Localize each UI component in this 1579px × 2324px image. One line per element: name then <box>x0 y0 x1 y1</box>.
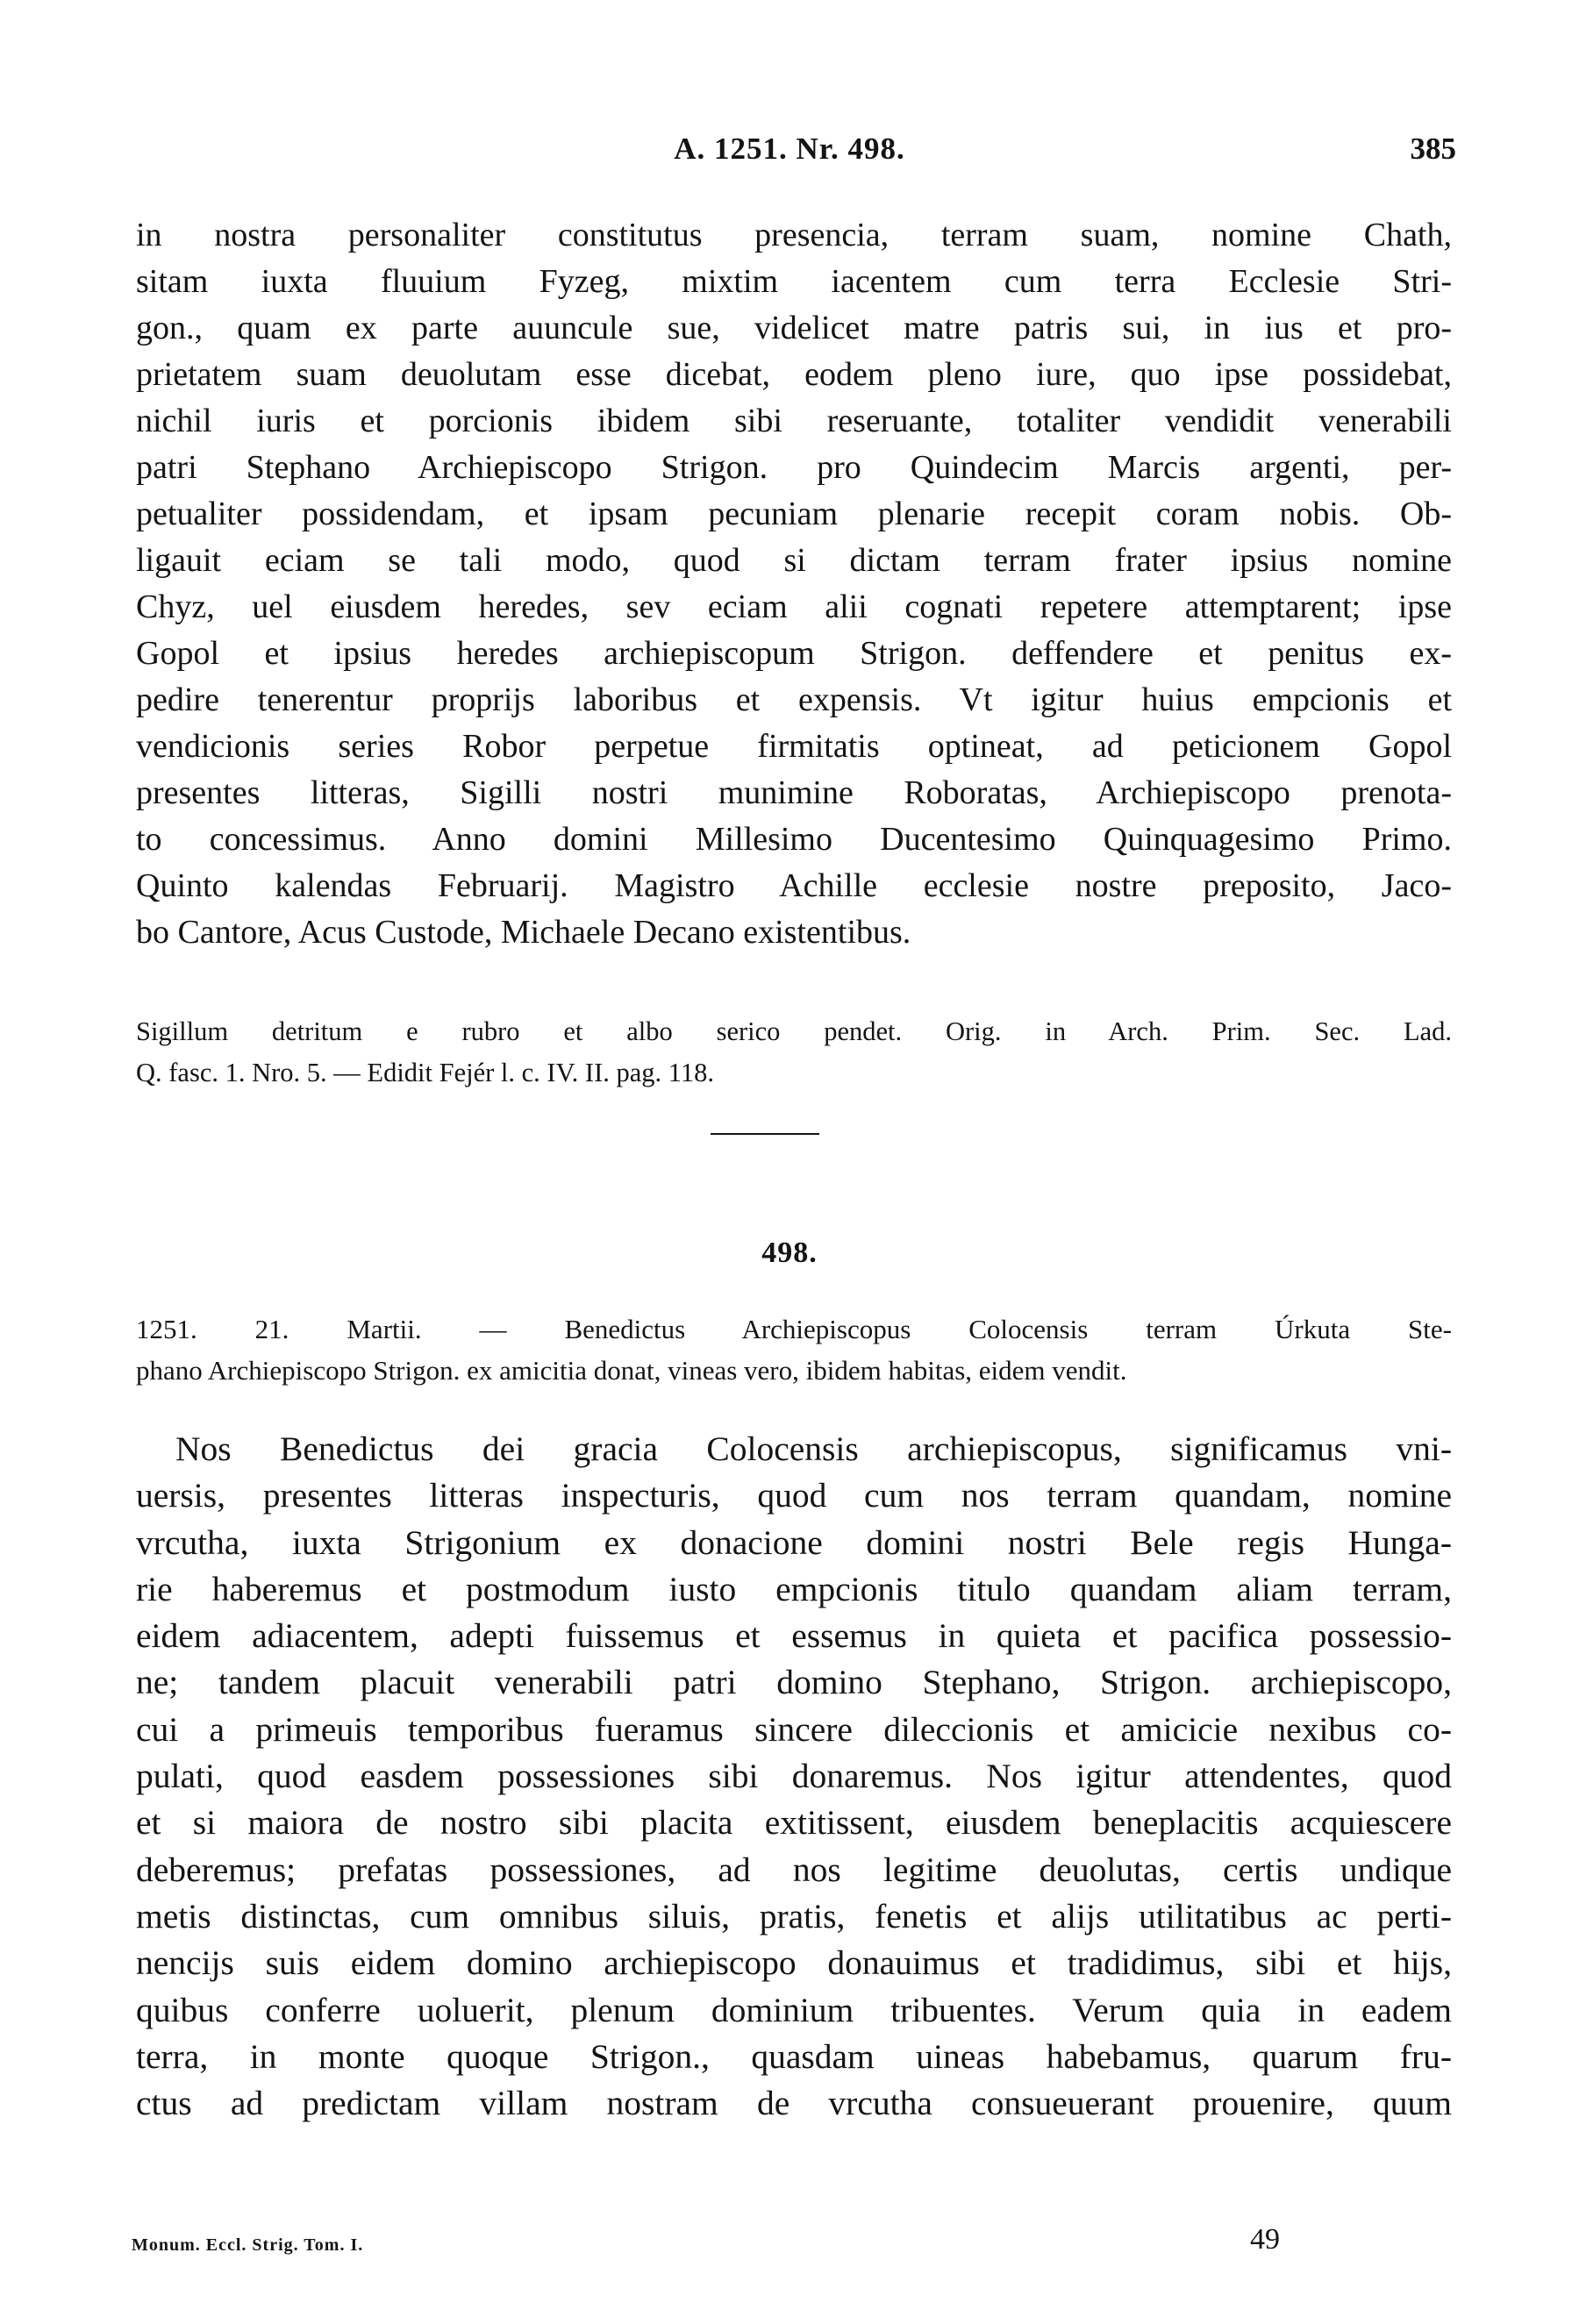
section-divider <box>711 1133 819 1135</box>
text-line: Chyz, uel eiusdem heredes, sev eciam alii cognati repetere attemptarent; ipse <box>136 588 1452 625</box>
text-line: patri Stephano Archiepiscopo Strigon. pro Quindecim Marcis argenti, per- <box>136 449 1452 486</box>
text-line: Quinto kalendas Februarij. Magistro Achille ecclesie nostre preposito, Jaco- <box>136 867 1452 904</box>
text-line: in nostra personaliter constitutus presencia, terram suam, nomine Chath, <box>136 217 1452 253</box>
text-line: nichil iuris et porcionis ibidem sibi reseruante, totaliter vendidit venerabili <box>136 403 1452 439</box>
text-line: presentes litteras, Sigilli nostri munimine Roboratas, Archiepiscopo prenota- <box>136 774 1452 811</box>
text-line: ne; tandem placuit venerabili patri domino Stephano, Strigon. archiepiscopo, <box>136 1663 1452 1702</box>
text-line: cui a primeuis temporibus fueramus sincere dileccionis et amicicie nexibus co- <box>136 1709 1452 1749</box>
note-line: Sigillum detritum e rubro et albo serico pendet. Orig. in Arch. Prim. Sec. Lad. <box>136 1016 1452 1046</box>
text-line: et si maiora de nostro sibi placita extitissent, eiusdem beneplacitis acquiescere <box>136 1803 1452 1843</box>
text-line: Gopol et ipsius heredes archiepiscopum Strigon. deffendere et penitus ex- <box>136 635 1452 672</box>
text-line: eidem adiacentem, adepti fuissemus et essemus in quieta et pacifica possessio- <box>136 1616 1452 1656</box>
text-line: metis distinctas, cum omnibus siluis, pratis, fenetis et alijs utilitatibus ac perti- <box>136 1896 1452 1935</box>
text-line: ctus ad predictam villam nostram de vrcutha consueuerant prouenire, quum <box>136 2084 1452 2123</box>
text-line: bo Cantore, Acus Custode, Michaele Decano existentibus. <box>136 914 911 951</box>
running-head <box>0 132 1579 175</box>
document-number: 498. <box>761 1237 818 1269</box>
text-line: rie haberemus et postmodum iusto empcionis titulo quandam aliam terram, <box>136 1569 1452 1608</box>
text-line: gon., quam ex parte auuncule sue, videlicet matre patris sui, in ius et pro- <box>136 310 1452 346</box>
page-number: 385 <box>1410 132 1456 166</box>
text-line: petualiter possidendam, et ipsam pecuniam plenarie recepit coram nobis. Ob- <box>136 495 1452 532</box>
text-line: to concessimus. Anno domini Millesimo Ducentesimo Quinquagesimo Primo. <box>136 821 1452 858</box>
text-line: vendicionis series Robor perpetue firmitatis optineat, ad peticionem Gopol <box>136 728 1452 765</box>
text-line: Nos Benedictus dei gracia Colocensis archiepiscopus, significamus vni- <box>175 1429 1452 1468</box>
charter-497-text <box>136 212 1452 956</box>
text-line: pulati, quod easdem possessiones sibi donaremus. Nos igitur attendentes, quod <box>136 1757 1452 1796</box>
text-line: ligauit eciam se tali modo, quod si dictam terram frater ipsius nomine <box>136 542 1452 579</box>
text-line: sitam iuxta fluuium Fyzeg, mixtim iacentem cum terra Ecclesie Stri- <box>136 263 1452 300</box>
charter-498-text <box>136 1426 1452 2127</box>
text-line: quibus conferre uoluerit, plenum dominium tribuentes. Verum quia in eadem <box>136 1990 1452 2029</box>
text-line: prietatem suam deuolutam esse dicebat, eodem pleno iure, quo ipse possidebat, <box>136 356 1452 393</box>
text-line: nencijs suis eidem domino archiepiscopo donauimus et tradidimus, sibi et hijs, <box>136 1943 1452 1983</box>
regest-summary <box>136 1308 1452 1391</box>
note-line: Q. fasc. 1. Nro. 5. — Edidit Fejér l. c. IV. II. pag. 118. <box>136 1058 715 1087</box>
text-line: terra, in monte quoque Strigon., quasdam uineas habebamus, quarum fru- <box>136 2036 1452 2076</box>
signature-mark: Monum. Eccl. Strig. Tom. I. <box>132 2235 364 2255</box>
text-line: pedire tenerentur proprijs laboribus et expensis. Vt igitur huius empcionis et <box>136 681 1452 718</box>
archival-note <box>136 1011 1452 1094</box>
regest-line: phano Archiepiscopo Strigon. ex amicitia donat, vineas vero, ibidem habitas, eidem vendit. <box>136 1355 1127 1386</box>
text-line: deberemus; prefatas possessiones, ad nos legitime deuolutas, certis undique <box>136 1850 1452 1889</box>
running-title: A. 1251. Nr. 498. <box>674 132 905 166</box>
sheet-number: 49 <box>1250 2223 1280 2256</box>
text-line: vrcutha, iuxta Strigonium ex donacione domini nostri Bele regis Hunga- <box>136 1522 1452 1562</box>
text-line: uersis, presentes litteras inspecturis, quod cum nos terram quandam, nomine <box>136 1476 1452 1515</box>
regest-line: 1251. 21. Martii. — Benedictus Archiepiscopus Colocensis terram Úrkuta Ste- <box>136 1314 1452 1344</box>
